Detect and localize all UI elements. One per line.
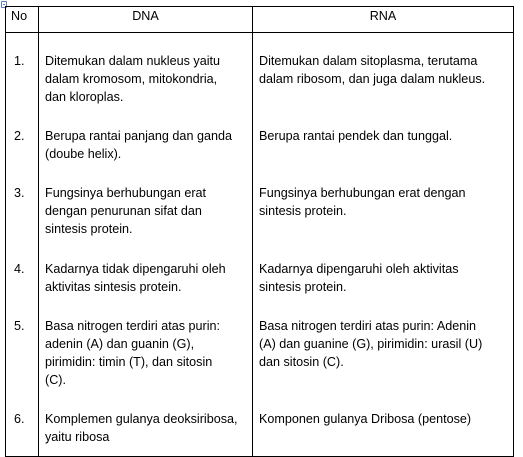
dna-text-line: dalam kromosom, mitokondria, <box>45 72 218 86</box>
rna-column <box>253 33 514 457</box>
rna-text-line: sintesis protein. <box>259 280 347 294</box>
rna-entry <box>253 399 513 456</box>
rna-text-line: dalam ribosom, dan juga dalam nukleus. <box>259 72 486 86</box>
row-number: 6. <box>14 412 25 426</box>
dna-text-line: Ditemukan dalam nukleus yaitu <box>45 54 221 68</box>
table-header-row <box>6 7 514 33</box>
header-no: No <box>6 7 39 33</box>
dna-rna-comparison-table <box>5 6 514 457</box>
no-column <box>6 33 39 457</box>
rna-text-line: Kadarnya dipengaruhi oleh aktivitas <box>259 262 459 276</box>
dna-text-line: adenin (A) dan guanin (G), <box>45 337 195 351</box>
dna-text-line: Komplemen gulanya deoksiribosa, <box>45 412 238 426</box>
no-entry <box>14 33 38 116</box>
dna-text-line: Kadarnya tidak dipengaruhi oleh <box>45 262 226 276</box>
dna-text-line: sintesis protein. <box>45 222 133 236</box>
header-rna: RNA <box>253 7 514 33</box>
rna-text-line: (A) dan guanine (G), pirimidin: urasil (U) <box>259 337 483 351</box>
dna-entry <box>39 116 252 173</box>
row-number: 4. <box>14 262 25 276</box>
dna-entry <box>39 306 252 399</box>
dna-text-line: dengan penurunan sifat dan <box>45 204 202 218</box>
dna-text-line: dan kloroplas. <box>45 90 124 104</box>
rna-entry <box>253 306 513 399</box>
dna-text-line: pirimidin: timin (T), dan sitosin <box>45 355 213 369</box>
dna-entry <box>39 33 252 116</box>
no-entry <box>14 173 38 248</box>
rna-entry <box>253 248 513 306</box>
row-number: 1. <box>14 54 25 68</box>
rna-text-line: Berupa rantai pendek dan tunggal. <box>259 129 453 143</box>
no-entry <box>14 399 38 456</box>
dna-column <box>39 33 253 457</box>
rna-entry <box>253 116 513 173</box>
no-entry <box>14 116 38 173</box>
rna-text-line: dan sitosin (C). <box>259 355 344 369</box>
header-dna: DNA <box>39 7 253 33</box>
row-number: 3. <box>14 186 25 200</box>
rna-entry <box>253 173 513 248</box>
no-entry <box>14 248 38 306</box>
row-number: 2. <box>14 129 25 143</box>
row-number: 5. <box>14 319 25 333</box>
dna-text-line: (doube helix). <box>45 147 122 161</box>
dna-entry <box>39 248 252 306</box>
dna-text-line: Fungsinya berhubungan erat <box>45 186 207 200</box>
dna-entry <box>39 173 252 248</box>
rna-entry <box>253 33 513 116</box>
dna-text-line: yaitu ribosa <box>45 430 110 444</box>
rna-text-line: sintesis protein. <box>259 204 347 218</box>
rna-text-line: Komponen gulanya Dribosa (pentose) <box>259 412 472 426</box>
rna-text-line: Fungsinya berhubungan erat dengan <box>259 186 466 200</box>
dna-entry <box>39 399 252 456</box>
rna-text-line: Ditemukan dalam sitoplasma, terutama <box>259 54 478 68</box>
rna-text-line: Basa nitrogen terdiri atas purin: Adenin <box>259 319 477 333</box>
no-entry <box>14 306 38 399</box>
table-body-row <box>6 33 514 457</box>
dna-text-line: (C). <box>45 373 66 387</box>
dna-text-line: Berupa rantai panjang dan ganda <box>45 129 232 143</box>
dna-text-line: aktivitas sintesis protein. <box>45 280 182 294</box>
dna-text-line: Basa nitrogen terdiri atas purin: <box>45 319 221 333</box>
